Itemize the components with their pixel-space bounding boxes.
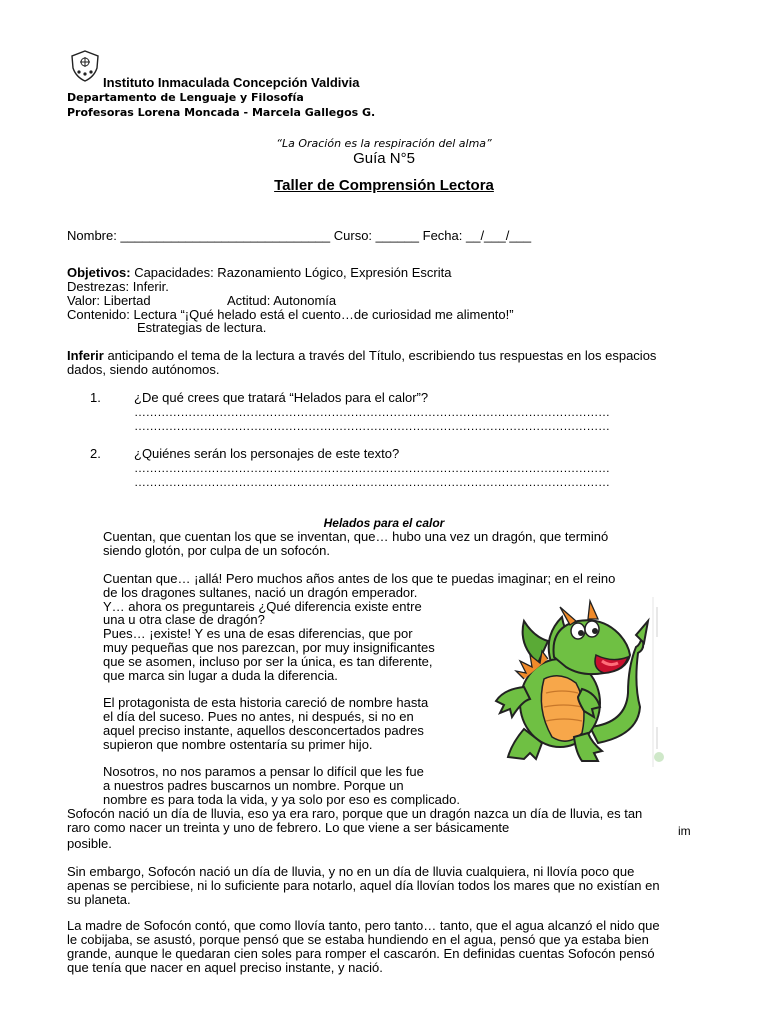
story-line: una u otra clase de dragón? <box>103 612 265 627</box>
story-paragraph-line: que tenía que nacer en aquel preciso instante, y nació. <box>67 960 383 975</box>
question-number: 1. <box>90 390 101 405</box>
story-title: Helados para el calor <box>323 516 445 530</box>
answer-line[interactable]: …………………………………………………………………………………………………………… <box>134 419 610 433</box>
objectives-label: Objetivos: <box>67 265 131 280</box>
story-paragraph-line: apenas se percibiese, ni lo suficiente para notarlo, aquel día llovían todos los mares que no existían en <box>67 878 660 893</box>
story-line: nombre es para toda la vida, y ya solo por eso es complicado. <box>103 792 460 807</box>
question-text: ¿De qué crees que tratará “Helados para el calor”? <box>134 390 429 405</box>
story-paragraph-line: grande, aunque le quedaran cien soles para romper el cascarón. En definidas cuentas Sofocón pensó <box>67 946 655 961</box>
story-line: Cuentan que… ¡allá! Pero muchos años antes de los que te puedas imaginar; en el reino <box>103 571 616 586</box>
teachers-line: Profesoras Lorena Moncada - Marcela Gallegos G. <box>67 106 376 119</box>
valor-line: Valor: Libertad <box>67 293 151 308</box>
story-paragraph-line: Sin embargo, Sofocón nació un día de lluvia, y no en un día de lluvia cualquiera, ni llovía poco que <box>67 864 635 879</box>
answer-line[interactable]: …………………………………………………………………………………………………………… <box>134 475 610 489</box>
story-paragraph-line: posible. <box>67 836 112 851</box>
story-line: Nosotros, no nos paramos a pensar lo difícil que les fue <box>103 764 424 779</box>
story-line: aquel preciso instante, aquellos desconcertados padres <box>103 723 424 738</box>
instruction-bold: Inferir <box>67 348 104 363</box>
story-line: que se asomen, incluso por ser la única, es tan diferente, <box>103 654 433 669</box>
actitud-line: Actitud: Autonomía <box>227 293 337 308</box>
student-info-line[interactable]: Nombre: _____________________________ Curso: ______ Fecha: __/___/___ <box>67 228 532 243</box>
story-line: Pues… ¡existe! Y es una de esas diferencias, que por <box>103 626 413 641</box>
answer-line[interactable]: …………………………………………………………………………………………………………… <box>134 461 610 475</box>
story-line: muy pequeñas que nos parezcan, por muy insignificantes <box>103 640 435 655</box>
page-title: Taller de Comprensión Lectora <box>274 177 494 194</box>
story-line: siendo glotón, por culpa de un sofocón. <box>103 543 330 558</box>
story-paragraph-line: La madre de Sofocón contó, que como llovía tanto, pero tanto… tanto, que el agua alcanzó el nido que <box>67 918 660 933</box>
story-line: Cuentan, que cuentan los que se inventan, que… hubo una vez un dragón, que terminó <box>103 529 609 544</box>
story-line: El protagonista de esta historia careció de nombre hasta <box>103 695 429 710</box>
school-logo <box>70 50 100 82</box>
story-line: que marca sin lugar a duda la diferencia. <box>103 668 338 683</box>
instruction-line-2: dados, siendo autónomos. <box>67 362 220 377</box>
guide-number: Guía N°5 <box>353 150 415 167</box>
story-line: de los dragones sultanes, nació un dragón emperador. <box>103 585 418 600</box>
story-fragment: im <box>678 824 691 838</box>
objectives-line <box>67 266 451 280</box>
instruction-line-1 <box>67 349 656 363</box>
story-line: el día del suceso. Pues no antes, ni después, si no en <box>103 709 414 724</box>
department-name: Departamento de Lenguaje y Filosofía <box>67 91 304 104</box>
contenido-line: Contenido: Lectura “¡Qué helado está el cuento…de curiosidad me alimento!” <box>67 307 514 322</box>
story-line: Y… ahora os preguntareis ¿Qué diferencia existe entre <box>103 599 422 614</box>
story-paragraph-line: Sofocón nació un día de lluvia, eso ya era raro, porque que un dragón nazca un día de lluvia, es tan <box>67 806 643 821</box>
dragon-illustration <box>478 597 670 767</box>
objectives-text: Capacidades: Razonamiento Lógico, Expresión Escrita <box>130 265 452 280</box>
institute-name: Instituto Inmaculada Concepción Valdivia <box>103 75 360 90</box>
instruction-text: anticipando el tema de la lectura a través del Título, escribiendo tus respuestas en los espacios <box>103 348 657 363</box>
question-number: 2. <box>90 446 101 461</box>
story-line: supieron que nombre ostentaría su primer hijo. <box>103 737 373 752</box>
story-paragraph-line: le cobijaba, se asustó, porque pensó que se estaba hundiendo en el agua, pensó que ya estaba bien <box>67 932 649 947</box>
story-paragraph-line: raro como nacer un treinta y uno de febrero. Lo que viene a ser básicamente <box>67 820 510 835</box>
story-line: a nuestros padres buscarnos un nombre. Porque un <box>103 778 404 793</box>
story-paragraph-line: su planeta. <box>67 892 131 907</box>
question-text: ¿Quiénes serán los personajes de este texto? <box>134 446 400 461</box>
quote: “La Oración es la respiración del alma” <box>276 137 492 150</box>
contenido-line-2: Estrategias de lectura. <box>137 320 267 335</box>
destrezas-line: Destrezas: Inferir. <box>67 279 169 294</box>
answer-line[interactable]: …………………………………………………………………………………………………………… <box>134 405 610 419</box>
